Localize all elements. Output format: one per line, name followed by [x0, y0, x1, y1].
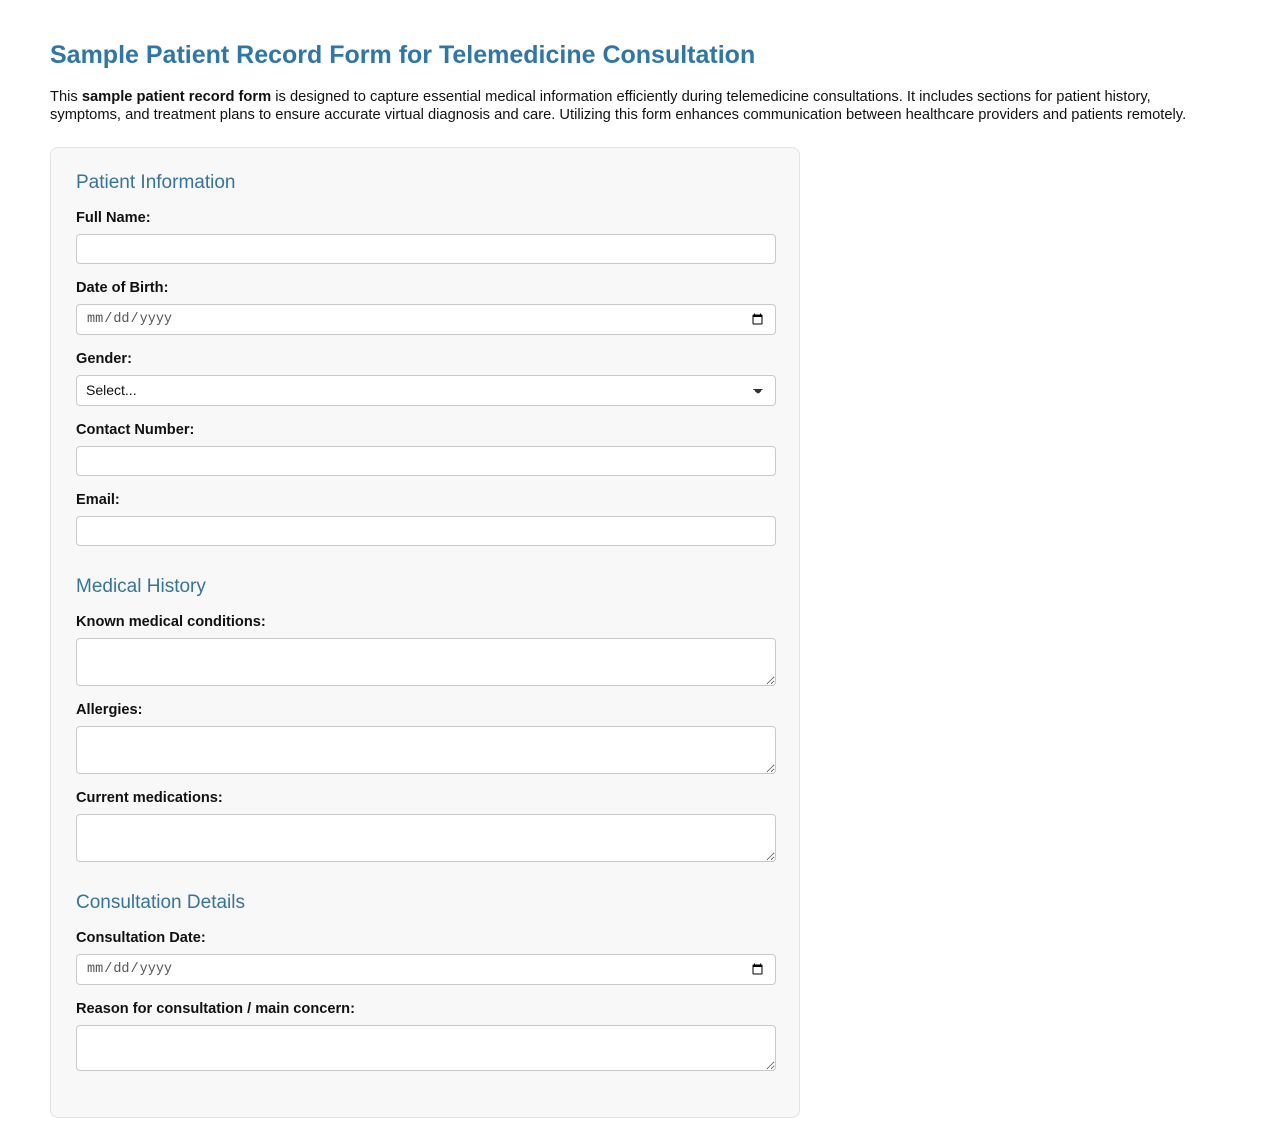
label-consultation-date: Consultation Date: [76, 929, 206, 946]
reason-for-consultation-textarea[interactable] [76, 1025, 776, 1071]
field-current-medications [76, 790, 774, 862]
label-gender: Gender: [76, 350, 132, 367]
consultation-date-input[interactable] [76, 954, 776, 985]
intro-emphasis: sample patient record form [81, 89, 272, 105]
field-reason-for-consultation [76, 1001, 774, 1071]
section-title-consultation-details: Consultation Details [76, 891, 245, 913]
section-title-medical-history: Medical History [76, 575, 206, 597]
field-gender [76, 351, 774, 406]
contact-number-input[interactable] [76, 446, 776, 476]
label-known-conditions: Known medical conditions: [76, 613, 266, 630]
label-reason-for-consultation: Reason for consultation / main concern: [76, 1000, 355, 1017]
intro-paragraph [50, 88, 1213, 125]
field-date-of-birth [76, 280, 774, 335]
field-full-name [76, 210, 774, 264]
patient-record-form [50, 147, 800, 1118]
current-medications-textarea[interactable] [76, 814, 776, 862]
date-of-birth-input[interactable] [76, 304, 776, 335]
label-full-name: Full Name: [76, 209, 151, 226]
gender-select[interactable] [76, 375, 776, 406]
label-date-of-birth: Date of Birth: [76, 279, 169, 296]
field-allergies [76, 702, 774, 774]
label-allergies: Allergies: [76, 701, 143, 718]
field-known-conditions [76, 614, 774, 686]
intro-rest: is designed to capture essential medical information efficiently during telemedicine consultations. It includes sections for patient history, symptoms, and treatment plans to ensure accurate virtual diagnosis and care. Utilizing this form enhances communication between healthcare providers and patients remotely. [50, 89, 1187, 124]
label-email: Email: [76, 491, 120, 508]
intro-prefix: This [50, 89, 82, 105]
allergies-textarea[interactable] [76, 726, 776, 774]
field-contact-number [76, 422, 774, 476]
page-title: Sample Patient Record Form for Telemedicine Consultation [50, 41, 756, 69]
full-name-input[interactable] [76, 234, 776, 264]
field-email [76, 492, 774, 546]
label-current-medications: Current medications: [76, 789, 223, 806]
section-title-patient-information: Patient Information [76, 171, 236, 193]
email-input[interactable] [76, 516, 776, 546]
label-contact-number: Contact Number: [76, 421, 195, 438]
known-conditions-textarea[interactable] [76, 638, 776, 686]
field-consultation-date [76, 930, 774, 985]
